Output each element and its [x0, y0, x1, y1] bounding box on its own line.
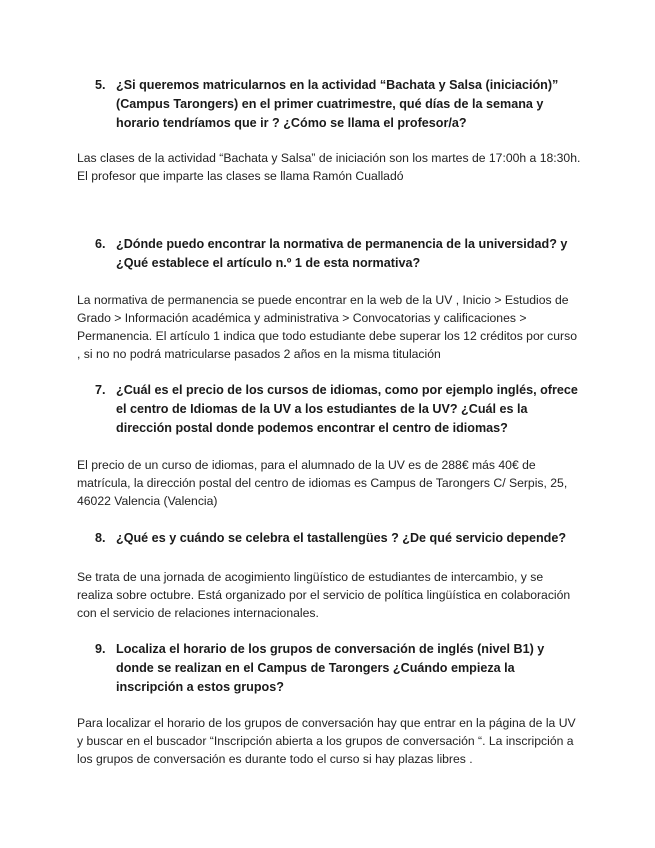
- question-text: ¿Cuál es el precio de los cursos de idiomas, como por ejemplo inglés, ofrece el centro de Idiomas de la UV a los estudiantes de la UV? ¿Cuál es la dirección postal donde podemos encontrar el centro de idiomas?: [116, 383, 578, 435]
- question-number: 9.: [95, 642, 106, 656]
- question-text: ¿Dónde puedo encontrar la normativa de permanencia de la universidad? y ¿Qué establece el artículo n.º 1 de esta normativa?: [116, 237, 568, 270]
- answer-7: El precio de un curso de idiomas, para el alumnado de la UV es de 288€ más 40€ de matrícula, la dirección postal del centro de idiomas es Campus de Tarongers C/ Serpis, 25, 46022 Valencia (Valencia): [77, 458, 568, 508]
- answer-8: Se trata de una jornada de acogimiento lingüístico de estudiantes de intercambio, y se realiza sobre octubre. Está organizado por el servicio de política lingüística en colaboración con el servicio de relaciones internacionales.: [77, 570, 571, 620]
- question-number: 6.: [95, 237, 106, 251]
- question-6: [95, 235, 585, 273]
- question-text: Localiza el horario de los grupos de conversación de inglés (nivel B1) y donde se realizan en el Campus de Tarongers ¿Cuándo empieza la inscripción a estos grupos?: [116, 642, 545, 694]
- answer-9: Para localizar el horario de los grupos de conversación hay que entrar en la página de la UV y buscar en el buscador “Inscripción abierta a los grupos de conversación “. La inscripción a los grupos de conversación es durante todo el curso si hay plazas libres .: [77, 716, 576, 766]
- question-number: 8.: [95, 531, 106, 545]
- question-5: [95, 76, 585, 133]
- question-7: [95, 381, 585, 438]
- question-number: 7.: [95, 383, 106, 397]
- question-text: ¿Si queremos matricularnos en la actividad “Bachata y Salsa (iniciación)” (Campus Tarongers) en el primer cuatrimestre, qué días de la semana y horario tendríamos que ir ? ¿Cómo se llama el profesor/a?: [116, 78, 559, 130]
- answer-5: Las clases de la actividad “Bachata y Salsa” de iniciación son los martes de 17:00h a 18:30h. El profesor que imparte las clases se llama Ramón Cualladó: [77, 151, 581, 183]
- question-9: [95, 640, 585, 697]
- question-8: [95, 529, 585, 548]
- answer-6: La normativa de permanencia se puede encontrar en la web de la UV , Inicio > Estudios de Grado > Información académica y administrativa > Convocatorias y calificaciones > Permanencia. El artículo 1 indica que todo estudiante debe superar los 12 créditos por curso , si no no podrá matricularse pasados 2 años en la misma titulación: [77, 293, 577, 361]
- question-text: ¿Qué es y cuándo se celebra el tastallengües ? ¿De qué servicio depende?: [116, 531, 567, 545]
- question-number: 5.: [95, 78, 106, 92]
